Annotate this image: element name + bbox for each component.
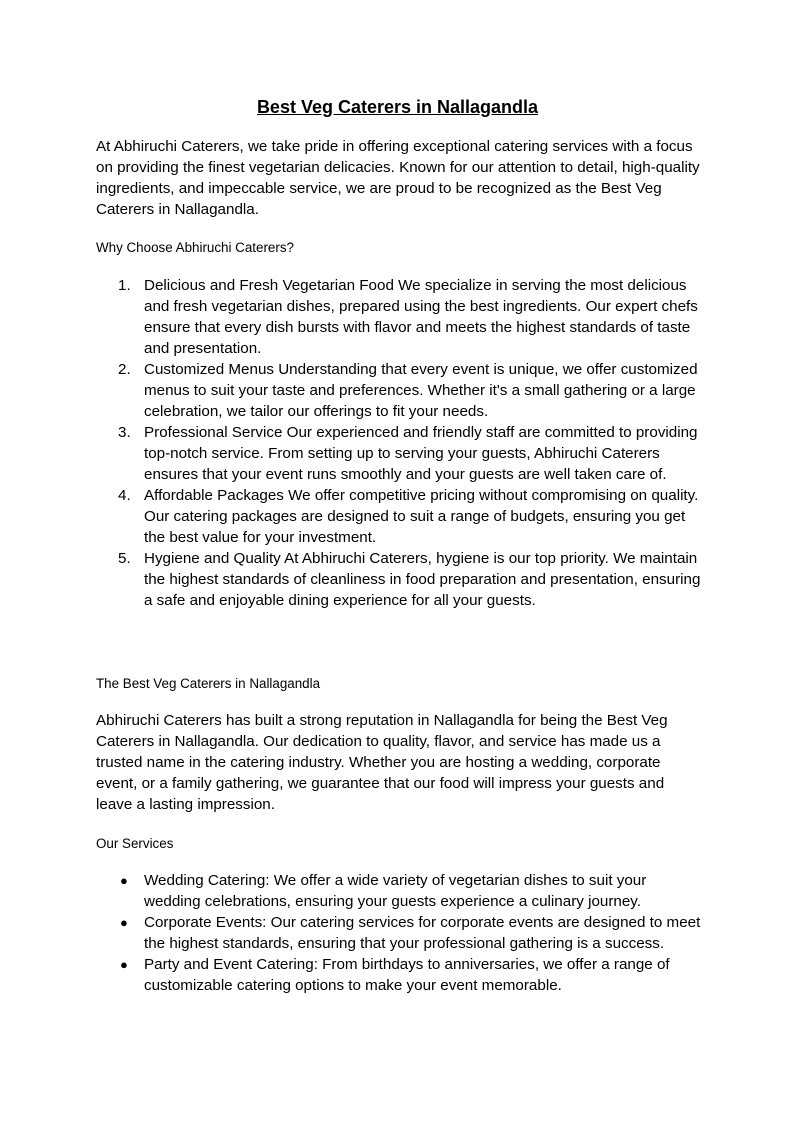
- list-item-text: Hygiene and Quality At Abhiruchi Caterers, hygiene is our top priority. We maintain the highest standards of cleanliness in food preparation and presentation, ensuring a safe and enjoyable dining experience for all your guests.: [144, 550, 701, 609]
- list-number: 1.: [118, 277, 131, 294]
- bullet-icon: ●: [120, 957, 128, 972]
- list-item-text: Affordable Packages We offer competitive pricing without compromising on quality. Our catering packages are designed to suit a range of budgets, ensuring you get the best value for your investment.: [144, 487, 699, 546]
- list-item: [96, 548, 701, 611]
- services-heading: Our Services: [96, 836, 174, 851]
- list-item-text: Party and Event Catering: From birthdays to anniversaries, we offer a range of customizable catering options to make your event memorable.: [144, 956, 670, 994]
- list-item: [96, 275, 701, 359]
- list-item: [96, 912, 701, 954]
- list-item: [96, 422, 701, 485]
- list-item: [96, 359, 701, 422]
- intro-paragraph: At Abhiruchi Caterers, we take pride in offering exceptional catering services with a focus on providing the finest vegetarian delicacies. Known for our attention to detail, high-quality ingredients, and impeccable service, we are proud to be recognized as the Best Veg Caterers in Nallagandla.: [96, 138, 700, 218]
- bullet-icon: ●: [120, 873, 128, 888]
- list-item: [96, 954, 701, 996]
- list-item-text: Wedding Catering: We offer a wide variety of vegetarian dishes to suit your wedding celebrations, ensuring your guests experience a culinary journey.: [144, 872, 647, 910]
- page-title: Best Veg Caterers in Nallagandla: [256, 97, 539, 117]
- list-number: 4.: [118, 487, 131, 504]
- list-item-text: Corporate Events: Our catering services for corporate events are designed to meet the highest standards, ensuring that your professional gathering is a success.: [144, 914, 701, 952]
- list-item-text: Delicious and Fresh Vegetarian Food We specialize in serving the most delicious and fresh vegetarian dishes, prepared using the best ingredients. Our expert chefs ensure that every dish bursts with flavor and meets the highest standards of taste and presentation.: [144, 277, 698, 357]
- reasons-list: [96, 275, 701, 611]
- list-number: 5.: [118, 550, 131, 567]
- list-item: [96, 485, 701, 548]
- list-number: 2.: [118, 361, 131, 378]
- list-item-text: Customized Menus Understanding that every event is unique, we offer customized menus to suit your taste and preferences. Whether it's a small gathering or a large celebration, we tailor our offerings to fit your needs.: [144, 361, 698, 420]
- services-list: [96, 870, 701, 996]
- why-choose-heading: Why Choose Abhiruchi Caterers?: [96, 240, 294, 255]
- list-item: [96, 870, 701, 912]
- bullet-icon: ●: [120, 915, 128, 930]
- best-caterers-heading: The Best Veg Caterers in Nallagandla: [96, 676, 321, 691]
- best-caterers-paragraph: Abhiruchi Caterers has built a strong reputation in Nallagandla for being the Best Veg Caterers in Nallagandla. Our dedication to quality, flavor, and service has made us a trusted name in the catering industry. Whether you are hosting a wedding, corporate event, or a family gathering, we guarantee that our food will impress your guests and leave a lasting impression.: [96, 712, 668, 813]
- list-item-text: Professional Service Our experienced and friendly staff are committed to providing top-notch service. From setting up to serving your guests, Abhiruchi Caterers ensures that your event runs smoothly and your guests are well taken care of.: [144, 424, 698, 483]
- list-number: 3.: [118, 424, 131, 441]
